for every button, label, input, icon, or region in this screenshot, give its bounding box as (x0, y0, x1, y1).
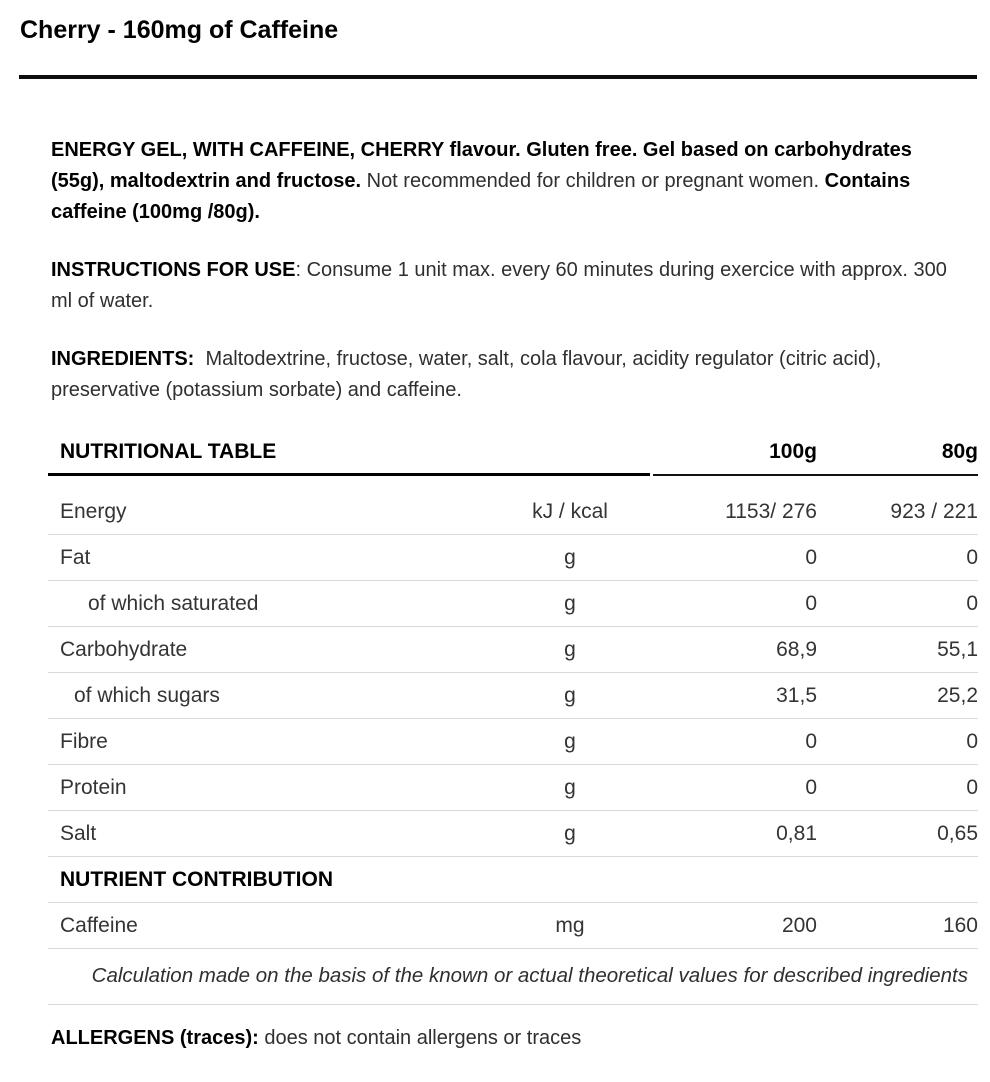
value-per-100g: 31,5 (776, 683, 817, 707)
nutrient-unit: g (564, 591, 576, 615)
nutrient-unit: g (564, 545, 576, 569)
nutritional-table-header (48, 440, 978, 473)
nutrition-row (48, 535, 978, 581)
value-per-80g: 55,1 (937, 637, 978, 661)
nutrient-unit: g (564, 821, 576, 845)
value-per-80g: 0 (966, 545, 978, 569)
value-per-100g: 200 (781, 913, 817, 937)
nutrient-unit: g (564, 683, 576, 707)
instructions-paragraph (51, 255, 965, 317)
nutritional-table-body (48, 489, 978, 949)
table-caption (48, 949, 978, 1005)
nutrient-name: Fibre (60, 729, 108, 753)
allergens-paragraph (51, 1005, 965, 1052)
nutrition-row (48, 903, 978, 949)
nutrient-name: Salt (60, 821, 97, 845)
nutrition-row (48, 627, 978, 673)
value-per-100g: 68,9 (776, 637, 817, 661)
value-per-80g: 25,2 (937, 683, 978, 707)
value-per-80g: 923 / 221 (890, 499, 978, 523)
nutrient-name: of which saturated (88, 591, 259, 615)
instructions-text: : Consume 1 unit max. every 60 minutes during exercice with approx. 300 ml of water. (51, 259, 947, 312)
nutrition-row (48, 673, 978, 719)
nutritional-table (48, 440, 978, 1005)
label-text-content (51, 135, 965, 406)
value-per-80g: 0,65 (937, 821, 978, 845)
nutrition-row (48, 489, 978, 535)
nutrient-name: of which sugars (74, 683, 220, 707)
value-per-100g: 0 (805, 591, 817, 615)
description-lead: ENERGY GEL, WITH CAFFEINE, CHERRY flavour. Gluten free. Gel based on carbohydrates (55g), maltodextrin and fructose. (51, 139, 912, 192)
nutrition-row (48, 719, 978, 765)
ingredients-label: INGREDIENTS: (51, 348, 195, 370)
nutrient-unit: kJ / kcal (532, 499, 608, 523)
nutrient-unit: g (564, 775, 576, 799)
table-title: NUTRITIONAL TABLE (60, 440, 277, 463)
allergens-text: does not contain allergens or traces (258, 1027, 582, 1049)
header-rule-left-segment (48, 473, 650, 476)
section-title: NUTRIENT CONTRIBUTION (60, 867, 333, 891)
nutrient-name: Caffeine (60, 913, 138, 937)
description-middle: Not recommended for children or pregnant women. (361, 170, 825, 192)
table-caption-text: Calculation made on the basis of the known or actual theoretical values for described ingredients (91, 964, 968, 987)
ingredients-paragraph (51, 344, 965, 406)
value-per-80g: 0 (966, 591, 978, 615)
page-title: Cherry - 160mg of Caffeine (20, 16, 339, 44)
nutrient-name: Energy (60, 499, 127, 523)
nutrient-name: Carbohydrate (60, 637, 188, 661)
nutrition-row (48, 765, 978, 811)
description-caffeine-note: Contains caffeine (100mg /80g). (51, 170, 911, 223)
nutrient-name: Fat (60, 545, 91, 569)
table-header-rule (48, 473, 978, 476)
value-per-80g: 0 (966, 729, 978, 753)
nutrition-row (48, 811, 978, 857)
header-rule-right-segment (653, 474, 978, 476)
product-label-page (0, 14, 990, 1052)
value-per-100g: 0,81 (776, 821, 817, 845)
nutrient-name: Protein (60, 775, 127, 799)
column-header-80g: 80g (941, 440, 978, 463)
column-header-100g: 100g (769, 440, 817, 463)
value-per-100g: 0 (805, 545, 817, 569)
product-description (51, 135, 965, 228)
title-divider (19, 75, 977, 79)
value-per-100g: 0 (805, 775, 817, 799)
nutrition-row (48, 581, 978, 627)
nutrient-unit: mg (555, 913, 585, 937)
nutrient-unit: g (564, 729, 576, 753)
allergens-label: ALLERGENS (traces): (51, 1027, 259, 1049)
instructions-label: INSTRUCTIONS FOR USE (51, 259, 296, 281)
value-per-80g: 0 (966, 775, 978, 799)
ingredients-text: Maltodextrine, fructose, water, salt, cola flavour, acidity regulator (citric acid), preservative (potassium sorbate) and caffeine. (51, 348, 882, 401)
table-section-row (48, 857, 978, 903)
value-per-100g: 1153/ 276 (725, 499, 817, 523)
value-per-80g: 160 (942, 913, 978, 937)
value-per-100g: 0 (805, 729, 817, 753)
nutrient-unit: g (564, 637, 576, 661)
